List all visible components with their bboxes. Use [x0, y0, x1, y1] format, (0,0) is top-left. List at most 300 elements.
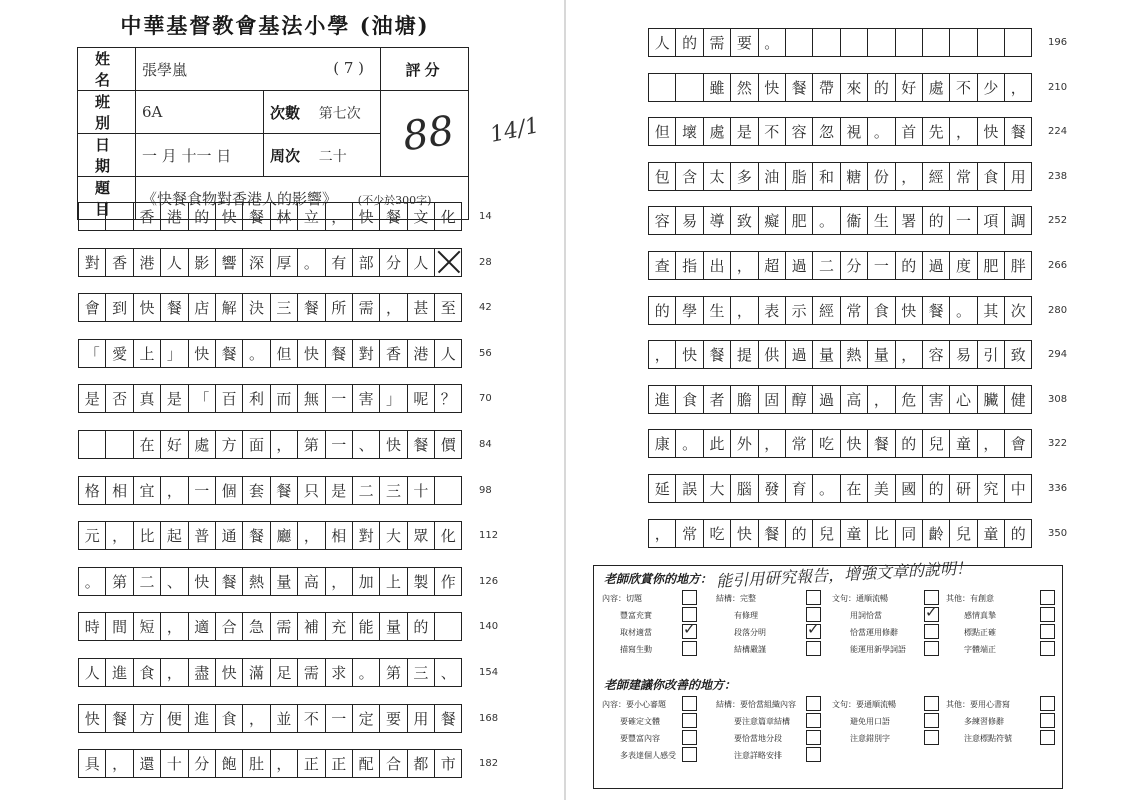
- writing-cell: ，: [380, 294, 407, 321]
- row-count: 322: [1048, 438, 1068, 450]
- writing-cell: 。: [676, 430, 703, 457]
- writing-cell: 容: [649, 207, 676, 234]
- writing-cell: 易: [676, 207, 703, 234]
- writing-cell: ，: [326, 203, 353, 230]
- writing-cell: 導: [704, 207, 731, 234]
- writing-cell: 次: [1005, 297, 1032, 324]
- writing-cell: 危: [896, 386, 923, 413]
- writing-cell: 市: [435, 750, 462, 777]
- checklist-label: 文句：通順流暢: [832, 594, 888, 603]
- writing-row: [648, 429, 1032, 458]
- writing-cell: 個: [216, 477, 243, 504]
- writing-cell: ？: [435, 385, 462, 412]
- checkbox[interactable]: [1040, 641, 1055, 656]
- writing-cell: 此: [704, 430, 731, 457]
- writing-cell: 飽: [216, 750, 243, 777]
- writing-cell: 童: [841, 520, 868, 547]
- writing-row: [78, 384, 462, 413]
- writing-cell: 第: [380, 659, 407, 686]
- writing-cell: 兒: [813, 520, 840, 547]
- checkbox[interactable]: [682, 590, 697, 605]
- writing-cell: 。: [868, 118, 895, 145]
- checkbox[interactable]: [924, 624, 939, 639]
- writing-cell: ，: [731, 297, 758, 324]
- writing-cell: 三: [408, 659, 435, 686]
- right-page: [566, 0, 1131, 800]
- checklist-label: 用詞恰當: [850, 611, 882, 620]
- writing-cell: 少: [978, 74, 1005, 101]
- writing-cell: 肥: [978, 252, 1005, 279]
- teacher-feedback: [593, 558, 1063, 789]
- checklist-label: 內容：要小心審題: [602, 700, 666, 709]
- writing-cell: 二: [353, 477, 380, 504]
- row-count: 14: [479, 211, 492, 222]
- checkbox[interactable]: [806, 696, 821, 711]
- writing-cell: 正: [298, 750, 325, 777]
- writing-cell: 但: [271, 340, 298, 367]
- writing-cell: 相: [106, 477, 133, 504]
- checklist-label: 字體端正: [964, 645, 996, 654]
- class-value: 6A: [136, 91, 264, 134]
- checklist-label: 要注意篇章結構: [734, 717, 790, 726]
- writing-cell: 署: [896, 207, 923, 234]
- writing-cell: 快: [841, 430, 868, 457]
- checkbox[interactable]: [806, 730, 821, 745]
- writing-cell: 經: [813, 297, 840, 324]
- writing-cell: 而: [271, 385, 298, 412]
- checklist-label: 恰當運用修辭: [850, 628, 898, 637]
- writing-cell: 套: [243, 477, 270, 504]
- writing-cell: 時: [79, 613, 106, 640]
- writing-cell: 熱: [841, 341, 868, 368]
- writing-cell: ，: [896, 163, 923, 190]
- checkbox[interactable]: [1040, 607, 1055, 622]
- writing-cell: 兒: [950, 520, 977, 547]
- writing-cell: 外: [731, 430, 758, 457]
- writing-cell: 、: [353, 431, 380, 458]
- writing-cell: 致: [1005, 341, 1032, 368]
- writing-cell: 食: [134, 659, 161, 686]
- writing-cell: 臟: [978, 386, 1005, 413]
- writing-cell: 響: [216, 249, 243, 276]
- checklist-label: 結構：完整: [716, 594, 756, 603]
- writing-cell: 愛: [106, 340, 133, 367]
- checklist-label: 標點正確: [964, 628, 996, 637]
- writing-cell: 足: [271, 659, 298, 686]
- writing-cell: 配: [353, 750, 380, 777]
- writing-cell: 方: [216, 431, 243, 458]
- count-label: 次數: [270, 103, 301, 122]
- checklist-label: 多表達個人感受: [620, 751, 676, 760]
- writing-cell: 其: [978, 297, 1005, 324]
- row-count: 56: [479, 347, 492, 359]
- writing-cell: 吃: [813, 430, 840, 457]
- writing-cell: 通: [216, 522, 243, 549]
- writing-cell: 然: [731, 74, 758, 101]
- writing-cell: 常: [786, 430, 813, 457]
- checkbox[interactable]: [1040, 713, 1055, 728]
- writing-cell: ，: [106, 522, 133, 549]
- writing-cell: 項: [978, 207, 1005, 234]
- writing-cell: 普: [189, 522, 216, 549]
- writing-cell: 人: [408, 249, 435, 276]
- writing-cell: 還: [134, 750, 161, 777]
- checklist-label: 注意詳略安排: [734, 751, 782, 760]
- writing-cell: ，: [759, 430, 786, 457]
- writing-cell: 忽: [813, 118, 840, 145]
- writing-cell: 心: [950, 386, 977, 413]
- checkbox[interactable]: [682, 730, 697, 745]
- row-count: 336: [1048, 483, 1068, 494]
- writing-cell: 的: [896, 430, 923, 457]
- checkbox[interactable]: [1040, 624, 1055, 639]
- writing-cell: 方: [134, 705, 161, 732]
- writing-cell: 。: [813, 207, 840, 234]
- writing-cell: 餐: [298, 294, 325, 321]
- writing-cell: 肚: [243, 750, 270, 777]
- checklist-label: 文句：要通順流暢: [832, 700, 896, 709]
- writing-cell: 表: [759, 297, 786, 324]
- writing-cell: 快: [189, 340, 216, 367]
- writing-cell: 快: [216, 659, 243, 686]
- checkbox[interactable]: [806, 641, 821, 656]
- writing-cell: 美: [868, 475, 895, 502]
- writing-row: [78, 612, 462, 641]
- writing-cell: 會: [1005, 430, 1032, 457]
- writing-cell: [79, 203, 106, 230]
- writing-cell: 研: [950, 475, 977, 502]
- checkbox[interactable]: [924, 641, 939, 656]
- writing-cell: 大: [380, 522, 407, 549]
- writing-cell: 和: [813, 163, 840, 190]
- writing-cell: [106, 431, 133, 458]
- name-value: [136, 48, 381, 91]
- writing-cell: 合: [216, 613, 243, 640]
- writing-cell: 利: [243, 385, 270, 412]
- writing-cell: 第: [298, 431, 325, 458]
- writing-cell: 過: [813, 386, 840, 413]
- writing-cell: 帶: [813, 74, 840, 101]
- row-count: 42: [479, 302, 492, 314]
- writing-cell: 餐: [435, 705, 462, 732]
- checklist-label: 結構：要恰當組織內容: [716, 700, 796, 709]
- checklist-label: 要確定文體: [620, 717, 660, 726]
- writing-cell: 進: [189, 705, 216, 732]
- writing-cell: 文: [408, 203, 435, 230]
- writing-cell: 餐: [271, 477, 298, 504]
- writing-cell: ，: [1005, 74, 1032, 101]
- writing-cell: 一: [868, 252, 895, 279]
- writing-cell: 先: [923, 118, 950, 145]
- writing-cell: 高: [298, 568, 325, 595]
- checkbox[interactable]: [806, 590, 821, 605]
- row-count: 266: [1048, 260, 1068, 271]
- writing-row: [78, 293, 462, 322]
- checkbox[interactable]: [924, 713, 939, 728]
- writing-cell: 腦: [731, 475, 758, 502]
- writing-cell: 醇: [786, 386, 813, 413]
- writing-cell: 、: [161, 568, 188, 595]
- writing-cell: 壞: [676, 118, 703, 145]
- writing-cell: 決: [243, 294, 270, 321]
- writing-cell: 肥: [786, 207, 813, 234]
- row-count: 196: [1048, 37, 1068, 48]
- writing-cell: 同: [896, 520, 923, 547]
- checklist-label: 段落分明: [734, 628, 766, 637]
- writing-cell: 比: [134, 522, 161, 549]
- writing-cell: ，: [868, 386, 895, 413]
- writing-cell: 面: [243, 431, 270, 458]
- writing-cell: 。: [79, 568, 106, 595]
- writing-cell: 致: [731, 207, 758, 234]
- writing-cell: 處: [923, 74, 950, 101]
- writing-cell: 用: [408, 705, 435, 732]
- writing-cell: 的: [923, 207, 950, 234]
- writing-cell: 宜: [134, 477, 161, 504]
- writing-cell: 便: [161, 705, 188, 732]
- row-count: 126: [479, 575, 499, 587]
- row-count: 238: [1048, 170, 1068, 182]
- writing-cell: 正: [326, 750, 353, 777]
- writing-row: [648, 162, 1032, 191]
- writing-cell: 快: [380, 431, 407, 458]
- writing-cell: 製: [408, 568, 435, 595]
- checkbox[interactable]: [682, 641, 697, 656]
- writing-cell: 快: [676, 341, 703, 368]
- row-count: 308: [1048, 393, 1068, 405]
- writing-cell: 的: [189, 203, 216, 230]
- writing-cell: 快: [978, 118, 1005, 145]
- writing-cell: 具: [79, 750, 106, 777]
- checklist-label: 感情真摯: [964, 611, 996, 620]
- writing-cell: 查: [649, 252, 676, 279]
- writing-cell: 出: [704, 252, 731, 279]
- writing-cell: 化: [435, 203, 462, 230]
- row-count: 294: [1048, 349, 1068, 361]
- checkbox[interactable]: [806, 713, 821, 728]
- score-cell: [381, 91, 469, 177]
- topic-value: 《快餐食物對香港人的影響》: [142, 189, 338, 208]
- checklist-label: 要豐富內容: [620, 734, 660, 743]
- writing-cell: 是: [161, 385, 188, 412]
- checklist-label: 內容：切題: [602, 594, 642, 603]
- writing-row: [78, 567, 462, 596]
- writing-cell: 一: [326, 385, 353, 412]
- checklist-label: 取材適當: [620, 628, 652, 637]
- writing-row: [78, 248, 462, 277]
- writing-cell: 百: [216, 385, 243, 412]
- writing-cell: 上: [134, 340, 161, 367]
- writing-cell: 快: [731, 520, 758, 547]
- writing-cell: 過: [786, 252, 813, 279]
- check-mark-icon: ✓: [925, 603, 938, 621]
- writing-cell: 。: [759, 29, 786, 56]
- writing-cell: 吃: [704, 520, 731, 547]
- writing-cell: 害: [353, 385, 380, 412]
- writing-cell: 大: [704, 475, 731, 502]
- writing-cell: 一: [189, 477, 216, 504]
- writing-cell: 在: [841, 475, 868, 502]
- writing-cell: 常: [950, 163, 977, 190]
- writing-cell: 十: [408, 477, 435, 504]
- writing-cell: 有: [326, 249, 353, 276]
- writing-cell: 人: [435, 340, 462, 367]
- checklist-label: 結構嚴謹: [734, 645, 766, 654]
- writing-cell: ，: [978, 430, 1005, 457]
- checkbox[interactable]: [924, 696, 939, 711]
- writing-cell: 量: [271, 568, 298, 595]
- row-count: 140: [479, 621, 499, 633]
- writing-cell: 快: [216, 203, 243, 230]
- writing-cell: 餐: [704, 341, 731, 368]
- writing-cell: 餐: [923, 297, 950, 324]
- writing-cell: 的: [923, 475, 950, 502]
- writing-cell: [106, 203, 133, 230]
- date-label: 日 期: [78, 134, 136, 177]
- writing-cell: 處: [704, 118, 731, 145]
- writing-cell: ，: [326, 568, 353, 595]
- writing-cell: 「: [79, 340, 106, 367]
- writing-cell: 要: [380, 705, 407, 732]
- writing-cell: 中: [1005, 475, 1032, 502]
- writing-cell: 固: [759, 386, 786, 413]
- writing-row: [648, 206, 1032, 235]
- writing-cell: [676, 74, 703, 101]
- writing-cell: [435, 613, 462, 640]
- writing-cell: 加: [353, 568, 380, 595]
- writing-cell: 發: [759, 475, 786, 502]
- writing-cell: ，: [950, 118, 977, 145]
- writing-cell: 童: [978, 520, 1005, 547]
- writing-cell: [813, 29, 840, 56]
- writing-cell: 快: [189, 568, 216, 595]
- checklist-label: 注意標點符號: [964, 734, 1012, 743]
- writing-cell: 價: [435, 431, 462, 458]
- writing-cell: [868, 29, 895, 56]
- writing-cell: 胖: [1005, 252, 1032, 279]
- writing-cell: 人: [649, 29, 676, 56]
- writing-cell: 至: [435, 294, 462, 321]
- writing-cell: 港: [134, 249, 161, 276]
- info-table: [77, 47, 469, 220]
- writing-cell: 餐: [1005, 118, 1032, 145]
- writing-cell: 需: [271, 613, 298, 640]
- writing-cell: ，: [271, 750, 298, 777]
- writing-cell: 都: [408, 750, 435, 777]
- writing-row: [648, 28, 1032, 57]
- school-title: 中華基督教會基法小學 (油塘): [120, 13, 430, 38]
- writing-cell: 三: [380, 477, 407, 504]
- writing-cell: 並: [271, 705, 298, 732]
- checklist-label: 能運用新學詞語: [850, 645, 906, 654]
- writing-cell: 需: [353, 294, 380, 321]
- writing-cell: 解: [216, 294, 243, 321]
- writing-cell: 的: [1005, 520, 1032, 547]
- writing-cell: 處: [189, 431, 216, 458]
- week-value: 二十: [318, 148, 347, 165]
- writing-cell: 生: [704, 297, 731, 324]
- writing-cell: 康: [649, 430, 676, 457]
- checklist-label: 其他：要用心書寫: [946, 700, 1010, 709]
- checkbox[interactable]: [1040, 730, 1055, 745]
- writing-cell: 一: [950, 207, 977, 234]
- writing-cell: 第: [106, 568, 133, 595]
- writing-cell: 。: [950, 297, 977, 324]
- writing-cell: 對: [353, 340, 380, 367]
- writing-cell: 。: [298, 249, 325, 276]
- row-count: 112: [479, 530, 499, 542]
- writing-cell: 餐: [868, 430, 895, 457]
- writing-cell: 一: [326, 705, 353, 732]
- checkbox[interactable]: [1040, 590, 1055, 605]
- writing-cell: 呢: [408, 385, 435, 412]
- writing-cell: 深: [243, 249, 270, 276]
- checklist-label: 注意錯別字: [850, 734, 890, 743]
- writing-cell: 餐: [216, 340, 243, 367]
- writing-cell: 癡: [759, 207, 786, 234]
- writing-cell: 要: [731, 29, 758, 56]
- writing-cell: 餐: [326, 340, 353, 367]
- writing-cell: 食: [676, 386, 703, 413]
- score-value: 88: [400, 107, 457, 161]
- writing-cell: 的: [676, 29, 703, 56]
- writing-cell: 厚: [271, 249, 298, 276]
- writing-cell: ，: [243, 705, 270, 732]
- writing-cell: 的: [786, 520, 813, 547]
- writing-cell: 上: [380, 568, 407, 595]
- checklist-label: 描寫生動: [620, 645, 652, 654]
- writing-row: [648, 519, 1032, 548]
- writing-cell: 需: [298, 659, 325, 686]
- writing-cell: 快: [298, 340, 325, 367]
- writing-cell: 影: [189, 249, 216, 276]
- writing-cell: 油: [759, 163, 786, 190]
- checkbox[interactable]: [924, 730, 939, 745]
- check-mark-icon: ✓: [807, 620, 820, 638]
- writing-row: [648, 296, 1032, 325]
- writing-cell: 分: [189, 750, 216, 777]
- checkbox[interactable]: [682, 696, 697, 711]
- writing-cell: 常: [841, 297, 868, 324]
- writing-cell: 快: [353, 203, 380, 230]
- writing-cell: 急: [243, 613, 270, 640]
- writing-cell: 充: [326, 613, 353, 640]
- writing-cell: 。: [813, 475, 840, 502]
- checkbox[interactable]: [682, 713, 697, 728]
- writing-cell: 國: [896, 475, 923, 502]
- writing-cell: [435, 249, 462, 276]
- writing-cell: 香: [106, 249, 133, 276]
- writing-cell: 一: [326, 431, 353, 458]
- writing-cell: ，: [161, 477, 188, 504]
- row-count: 182: [479, 758, 499, 770]
- writing-cell: 對: [79, 249, 106, 276]
- writing-cell: [950, 29, 977, 56]
- writing-cell: 。: [243, 340, 270, 367]
- writing-cell: [649, 74, 676, 101]
- writing-cell: 提: [731, 341, 758, 368]
- writing-cell: ，: [271, 431, 298, 458]
- writing-cell: 量: [813, 341, 840, 368]
- checkbox[interactable]: [806, 747, 821, 762]
- checklist-label: 有條理: [734, 611, 758, 620]
- writing-row: [78, 476, 462, 505]
- checklist-label: 其他：有創意: [946, 594, 994, 603]
- checkbox[interactable]: [682, 747, 697, 762]
- checkbox[interactable]: [1040, 696, 1055, 711]
- teacher-comment: 能引用研究報告，增強文章的說明！: [715, 558, 973, 591]
- writing-cell: 好: [896, 74, 923, 101]
